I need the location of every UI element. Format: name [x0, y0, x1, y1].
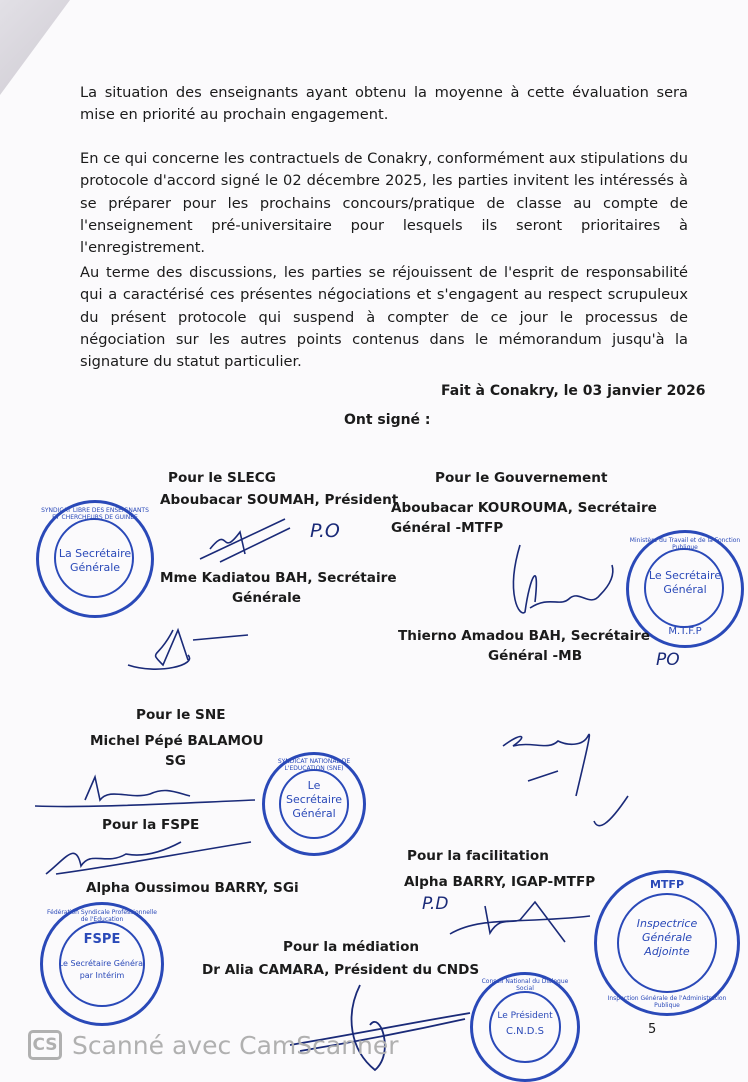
- slecg-stamp: [36, 500, 154, 618]
- mediation-name: Dr Alia CAMARA, Président du CNDS: [202, 962, 480, 978]
- gov-signature-1: [500, 540, 620, 620]
- camscanner-text: Scanné avec CamScanner: [72, 1030, 399, 1060]
- facilitation-name: Alpha BARRY, IGAP-MTFP: [404, 874, 596, 890]
- slecg-signature-1: [190, 514, 300, 564]
- sne-stamp-line1: Le: [307, 779, 321, 792]
- mtfp-stamp-line1: Le Secrétaire: [648, 569, 722, 582]
- igap-stamp-ring: Inspection Générale de l'Administration Publique: [607, 995, 727, 1009]
- igap-stamp-line1: Inspectrice: [636, 917, 698, 930]
- slecg-heading: Pour le SLECG: [168, 470, 276, 486]
- place-date: Fait à Conakry, le 03 janvier 2026: [441, 383, 706, 399]
- paragraph-3: Au terme des discussions, les parties se réjouissent de l'esprit de responsabilité qui a caractérisé ces présentes négociations et s'engagent au respect scrupuleux du présent protocole qui suspend à compter de ce jour le processus de négociation sur les autres points contenus dans le mémorandum jusqu'à la signature du statut particulier.: [80, 264, 688, 371]
- igap-stamp-line3: Adjointe: [644, 945, 690, 958]
- sne-stamp-ring: SYNDICAT NATIONAL DE L'EDUCATION (SNE): [277, 758, 351, 772]
- mtfp-stamp-ring: Ministère du Travail et de la Fonction Publique: [629, 537, 741, 551]
- cnds-stamp-ring: Conseil National du Dialogue Social: [481, 978, 569, 992]
- slecg-signature-2: [118, 620, 258, 675]
- fspe-stamp-line2: par Intérim: [79, 971, 125, 980]
- sne-heading: Pour le SNE: [136, 707, 226, 723]
- gov-name1a: Aboubacar KOUROUMA, Secrétaire: [391, 500, 657, 516]
- paragraph-1: La situation des enseignants ayant obtenu la moyenne à cette évaluation sera mise en priorité au prochain engagement.: [80, 84, 688, 124]
- camscanner-logo-icon: CS: [28, 1030, 62, 1060]
- fspe-stamp-line1: Le Secrétaire Général: [58, 959, 146, 968]
- mediation-heading: Pour la médiation: [283, 939, 420, 955]
- fspe-signature: [36, 836, 256, 876]
- facilitation-signature: [450, 898, 590, 948]
- camscanner-watermark: [28, 1030, 399, 1060]
- mtfp-stamp-line2: Général: [663, 583, 707, 596]
- ministry-signature: [498, 726, 658, 836]
- slecg-name2a: Mme Kadiatou BAH, Secrétaire: [160, 570, 397, 586]
- slecg-stamp-ring: SYNDICAT LIBRE DES ENSEIGNANTS ET CHERCHEURS DE GUINEE: [41, 507, 149, 521]
- mtfp-stamp-line3: M.T.F.P: [668, 626, 702, 637]
- gov-name2b: Général -MB: [488, 648, 583, 664]
- facilitation-po: P.D: [422, 894, 449, 914]
- gov-po: PO: [656, 650, 680, 670]
- fspe-stamp-ring: Fédération Syndicale Professionnelle de l'Education: [47, 909, 157, 923]
- fspe-stamp-logo: FSPE: [83, 932, 121, 947]
- igap-stamp: [594, 870, 740, 1016]
- fspe-stamp: [40, 902, 164, 1026]
- paragraph-2: En ce qui concerne les contractuels de Conakry, conformément aux stipulations du protocole d'accord signé le 02 décembre 2025, les parties invitent les intéressés à se préparer pour les prochains concours/pratique de classe au compte de l'enseignement pré-universitaire pour lesquels ils seront prioritaires à l'enregistrement.: [80, 150, 688, 257]
- sne-name-b: SG: [165, 753, 186, 769]
- sne-stamp-line3: Général: [292, 807, 336, 820]
- gov-name2a: Thierno Amadou BAH, Secrétaire: [398, 628, 651, 644]
- sne-stamp-line2: Secrétaire: [285, 793, 342, 806]
- igap-stamp-top: MTFP: [649, 878, 685, 891]
- page-number: 5: [648, 1022, 657, 1037]
- slecg-po: P.O: [310, 520, 340, 542]
- sne-signature: [30, 772, 260, 812]
- cnds-stamp-line1: Le Président: [497, 1011, 553, 1021]
- gov-name1b: Général -MTFP: [391, 520, 504, 536]
- signed-heading: Ont signé :: [344, 412, 431, 428]
- facilitation-heading: Pour la facilitation: [407, 848, 549, 864]
- gov-heading: Pour le Gouvernement: [435, 470, 608, 486]
- slecg-name1: Aboubacar SOUMAH, Président: [160, 492, 399, 508]
- igap-stamp-line2: Générale: [641, 931, 693, 944]
- sne-name-a: Michel Pépé BALAMOU: [90, 733, 264, 749]
- fspe-heading: Pour la FSPE: [102, 817, 200, 833]
- fspe-name: Alpha Oussimou BARRY, SGi: [86, 880, 299, 896]
- slecg-stamp-line1: La Secrétaire: [58, 547, 132, 560]
- cnds-stamp-line2: C.N.D.S: [505, 1026, 545, 1037]
- cnds-stamp: [470, 972, 580, 1082]
- sne-stamp: [262, 752, 366, 856]
- slecg-name2b: Générale: [232, 590, 302, 606]
- slecg-stamp-line2: Générale: [69, 561, 121, 574]
- page-curl: [0, 0, 70, 95]
